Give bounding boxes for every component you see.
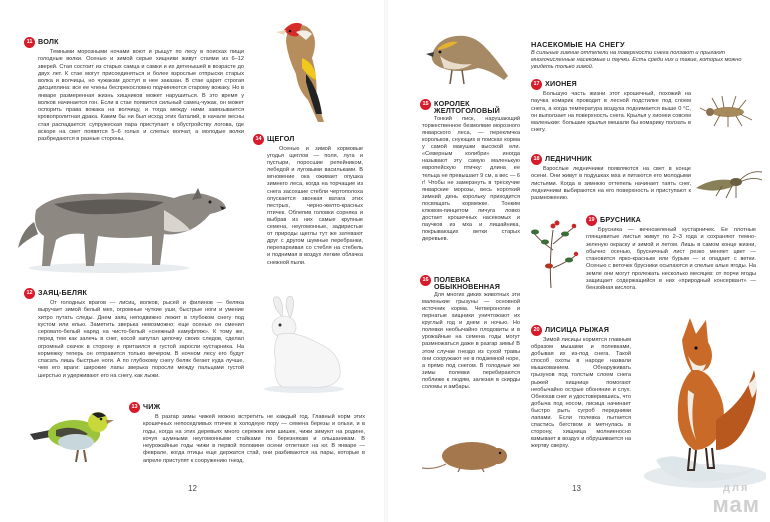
- article-number-badge: 15: [420, 99, 431, 110]
- article-text: В разгар зимы чижей можно встретить не каждый год. Главный корм этих крошечных непоседливых птичек в холодную пору — семена березы и ольхи, и в годы, когда на этих деревьях много сережек или шишек, чижи зимуют на родине, кочуя шумными неугомонными стайками по березнякам и ольшаникам. В неурожайные годы чижи в первой половине осени отлетают на юг. В январе — феврале, когда птицы еще держатся стай, они разбиваются на пары, которые в апреле приступят к сооружению гнезд.: [143, 414, 365, 464]
- article-lingonberry: [586, 216, 756, 292]
- watermark-logo: [713, 483, 761, 516]
- book-gutter: [384, 0, 388, 522]
- vole-illustration: [420, 432, 510, 474]
- article-number-badge: 19: [586, 215, 597, 226]
- chionea-illustration: [698, 94, 756, 128]
- article-wolf: [26, 37, 244, 143]
- article-vole: [422, 276, 520, 391]
- article-title: ПОЛЕВКА ОБЫКНОВЕННАЯ: [434, 275, 501, 292]
- article-title: ЛИСИЦА РЫЖАЯ: [545, 325, 610, 334]
- wolf-illustration: [14, 170, 229, 275]
- article-title: КОРОЛЕК ЖЕЛТОГОЛОВЫЙ: [434, 99, 500, 116]
- article-number-badge: 17: [531, 79, 542, 90]
- watermark-line1: для: [723, 482, 750, 494]
- article-goldfinch: [255, 134, 363, 267]
- article-text: Зимой лисицы кормятся главным образом мышами и полевками, добывая их из-под снега. Такой способ охоты в народе назвали мышкованием. Обнаруживать грызунов под толстым слоем снега рыжей хищнице помогают необычайно острые обоняние и слух. Обнюхав снег и удостоверившись, что добыча под носом, лисица начинает быстро рыть сугроб передними лапами. Если полевка пытается спастись бегством и метнулась в сторону, хищница молниеносно взмывает в воздух и обрушивается на жертву сверху.: [531, 337, 631, 450]
- article-hare: [26, 288, 244, 380]
- article-siskin: [131, 402, 365, 465]
- article-title: ЗАЯЦ-БЕЛЯК: [38, 288, 88, 297]
- goldcrest-illustration: [422, 18, 517, 98]
- article-title: ЩЕГОЛ: [267, 134, 295, 143]
- lingonberry-illustration: [525, 210, 580, 290]
- article-text: Осенью и зимой кормовые угодья щеглов — поля, луга и пустыри, поросшие репейником, лебедой и луговыми васильками. В мгновение ока оживает опушка зимнего леса, когда на торчащие из снега засохшие стебли чертополоха опускается звонкая ватага этих пестрых, черно-желто-красных птичек. Облепив головки сорняка и выбрав из них самые крупные семена, неугомонные, задиристые от природы щеглы тут же затевают друг с другом шумные перебранки, перепархивая со стебля на стебель и поднимая в воздух легкие облачка снежной пыли.: [267, 146, 363, 266]
- article-title: БРУСНИКА: [600, 215, 642, 224]
- article-text: Темными морозными ночами воют и рыщут по лесу в поисках пищи голодные волки. Осенью и зимой серые хищники живут стаями из 6–12 зверей. Стая состоит из старых самца и самки и их детенышей в возрасте до двух лет. К стае могут присоединяться и более взрослые отпрыски старых волка и волчицы, но чужакам доступ в нее заказан. В стае царит строгая дисциплина: все ее члены беспрекословно подчиняются старому вожаку. Но в январе размеренная жизнь хищников может нарушиться. В это время у волков начинается гон. Если в стае появится сильный самец-чужак, он может оспорить права вожака на волчицу, и тогда между ними завязывается кровопролитная драка. Каким бы ни был исход этих баталий, в начале весны стая распадается: супружеская пара приступает к обустройству логова, где вскоре на свет появятся 5–6 голых и слепых волчат, а молодые волки разбредаются в разные стороны.: [38, 49, 244, 142]
- article-text: Для многих диких животных эти маленькие грызуны — основной источник корма. Четвероногие и пернатые хищники уничтожают их круглый год и днем и ночью. Но полевки необычайно плодовиты и в урожайные на семена годы могут размножаться даже в разгар зимы! В этом случае гнездо из сухой травы они сооружают не в подземной норе, а прямо под снегом. В голодные же зимы полевки перебираются поближе к людям, залезая в скирды соломы и амбары.: [422, 291, 520, 391]
- article-title: ЧИЖ: [143, 402, 161, 411]
- article-number-badge: 13: [129, 402, 140, 413]
- article-number-badge: 16: [420, 275, 431, 286]
- article-title: ХИОНЕЯ: [545, 79, 577, 88]
- watermark-line2: мам: [712, 492, 760, 517]
- boreus-illustration: [692, 166, 764, 200]
- article-text: Брусника — вечнозеленый кустарничек. Ее плотные глянцевитые листья живут по 2–3 года и сохраняют темно-зеленую окраску и зимой и летом. Лишь в самом конце жизни, обычно осенью, брусничный лист резко меняет цвет — становится ярко-красным или бурым — и опадает с ветки. Осенью с веточек брусники осыпаются и спелые алые ягоды. На земле они могут пролежать несколько месяцев: от порчи ягоды защищает содержащийся в них «природный консервант» — бензойная кислота.: [586, 227, 756, 291]
- section-intro-insects: В сильные зимние оттепели на поверхности снега ползают и прыгают многочисленные насекомые и паучки. Есть среди них и такие, которых можно увидеть только зимой.: [531, 50, 742, 71]
- fox-illustration: [636, 300, 766, 490]
- article-text: От голодных врагов — лисиц, волков, рысей и филинов — беляка выручает зимой белый мех, огромные чуткие уши, быстрые ноги и умение хитро путать следы. Днем заяц неподвижно лежит в глубоком снегу под кустом или елью. Заметить зверька невозможно: еще осенью он сменил серовато-белый наряд на чисто-белый «снежный камуфляж». К тому же, перед тем как залечь в снег, косой запутал цепочку своих следов, сделал огромный скачок в сторону и притаился в густой заросли кустарника. На кормежку теперь он отправится только вечером. В ночном лесу его будут спасать лишь быстрые ноги. А по глубокому снегу беляк бегает куда лучше, чем его враги: широкие лапы зверька поросли между пальцами густой шерстью и удерживают его на снегу, как лыжи.: [38, 300, 244, 379]
- article-chionea: [531, 80, 691, 135]
- article-goldcrest: [422, 100, 520, 244]
- siskin-illustration: [26, 400, 116, 470]
- article-number-badge: 12: [24, 288, 35, 299]
- article-title: ЛЕДНИЧНИК: [545, 154, 592, 163]
- section-title-insects: НАСЕКОМЫЕ НА СНЕГУ: [531, 40, 625, 49]
- goldfinch-illustration: [262, 18, 352, 126]
- article-title: ВОЛК: [38, 37, 59, 46]
- article-text: Большую часть жизни этот крошечный, похожий на паучка комарик проводит в лесной подстилке под слоем снега, а когда температура воздуха поднимается выше 0 °С, он выползает на поверхность снега. Крылья у хионеи совсем маленькие: большие крылья мешали бы комарику ползать в снегу.: [531, 91, 691, 134]
- article-number-badge: 11: [24, 37, 35, 48]
- article-text: Взрослые ледничники появляются на свет в конце осени. Они живут в подушках мха и питаются его молодыми листьями. Когда в зимнюю оттепель начинает таять снег, ледничники выбираются на его поверхность и приступают к размножению.: [531, 166, 691, 201]
- article-text: Тонкий писк, нарушающий торжественное безмолвие морозного январского леса, — перекличка корольков, снующих в поисках корма у самой макушки высокой ели. «Северным колибри» иногда называют эту самую маленькую европейскую птичку: длина ее тельца не превышает 9 см, а вес — 6 г! Чтобы не замерзнуть в трескучие январские морозы, весь короткий зимний день корольку приходится посвящать кормежке. Тонким клювом-пинцетом пичуга ловко достает крошечных насекомых и паучков из мха и лишайника, покрывающих ветки старых деревьев.: [422, 115, 520, 243]
- article-number-badge: 18: [531, 154, 542, 165]
- page-number-right: 13: [572, 484, 581, 493]
- article-boreus: [531, 155, 691, 202]
- article-fox: [531, 326, 631, 451]
- page-number-left: 12: [188, 484, 197, 493]
- article-number-badge: 14: [253, 134, 264, 145]
- article-number-badge: 20: [531, 325, 542, 336]
- hare-illustration: [252, 295, 352, 395]
